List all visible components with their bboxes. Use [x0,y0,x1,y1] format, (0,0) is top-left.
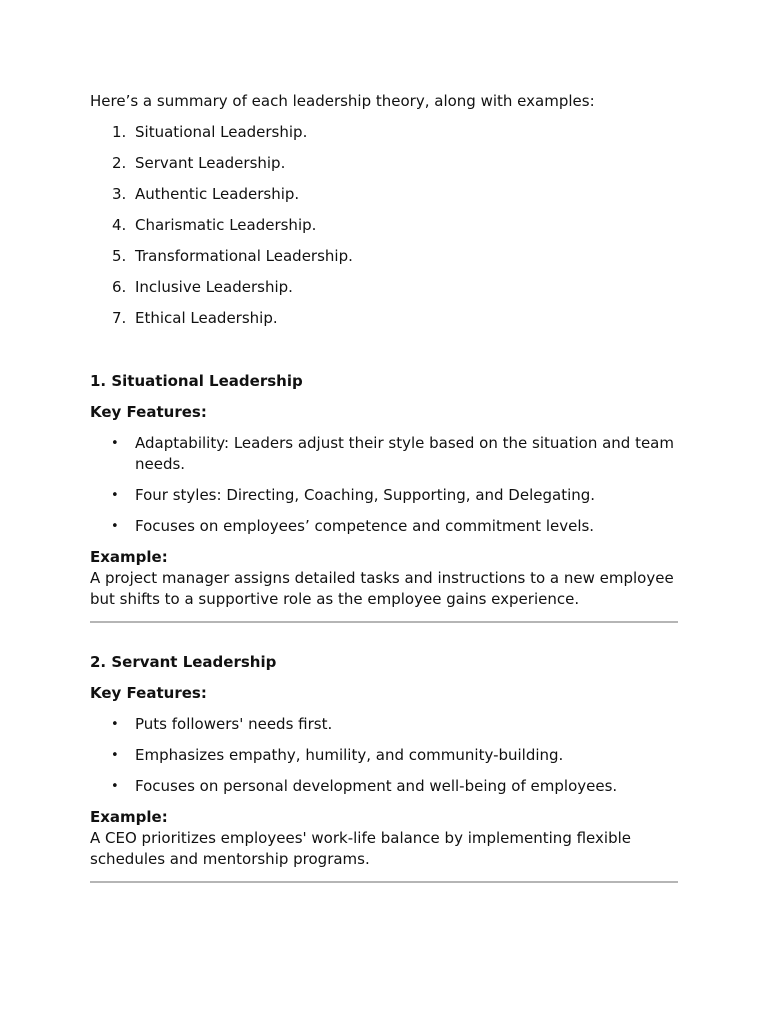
section-divider [90,621,678,623]
list-item [90,308,678,329]
list-item [90,215,678,236]
features-list [90,433,678,537]
feature-item [90,516,678,537]
list-item [90,153,678,174]
list-number: 3. [112,185,127,203]
list-item-label: Ethical Leadership. [135,309,278,327]
feature-text: Emphasizes empathy, humility, and community-building. [135,746,564,764]
list-number: 6. [112,278,127,296]
example-label: Example: [90,808,168,826]
feature-item [90,433,678,475]
list-number: 5. [112,247,127,265]
list-item-label: Authentic Leadership. [135,185,300,203]
feature-item [90,714,678,735]
bullet-icon: • [111,436,119,451]
bullet-icon: • [111,779,119,794]
list-number: 1. [112,123,127,141]
example-text: A CEO prioritizes employees' work-life balance by implementing flexible schedules and mentorship programs. [90,829,631,868]
list-item [90,246,678,267]
feature-item [90,776,678,797]
section-heading: 2. Servant Leadership [90,653,277,671]
feature-text: Four styles: Directing, Coaching, Supporting, and Delegating. [135,486,596,504]
list-item [90,122,678,143]
example-label: Example: [90,548,168,566]
feature-text: Focuses on employees’ competence and commitment levels. [135,517,595,535]
bullet-icon: • [111,488,119,503]
section-servant-leadership [90,652,678,883]
list-item-label: Inclusive Leadership. [135,278,293,296]
bullet-icon: • [111,748,119,763]
list-item-label: Charismatic Leadership. [135,216,317,234]
document-content [90,91,678,883]
feature-item [90,745,678,766]
list-item [90,277,678,298]
example-text: A project manager assigns detailed tasks and instructions to a new employee but shifts to a supportive role as the employee gains experience. [90,569,674,608]
section-divider [90,881,678,883]
feature-text: Adaptability: Leaders adjust their style based on the situation and team needs. [135,434,674,473]
list-number: 2. [112,154,127,172]
feature-item [90,485,678,506]
bullet-icon: • [111,519,119,534]
key-features-label: Key Features: [90,403,207,421]
list-item-label: Servant Leadership. [135,154,286,172]
section-heading: 1. Situational Leadership [90,372,303,390]
feature-text: Focuses on personal development and well-being of employees. [135,777,618,795]
list-item-label: Transformational Leadership. [135,247,353,265]
bullet-icon: • [111,717,119,732]
list-number: 4. [112,216,127,234]
list-number: 7. [112,309,127,327]
key-features-label: Key Features: [90,684,207,702]
intro-text: Here’s a summary of each leadership theory, along with examples: [90,92,595,110]
feature-text: Puts followers' needs first. [135,715,333,733]
list-item [90,184,678,205]
section-situational-leadership [90,371,678,623]
list-item-label: Situational Leadership. [135,123,308,141]
summary-list [90,122,678,329]
features-list [90,714,678,797]
